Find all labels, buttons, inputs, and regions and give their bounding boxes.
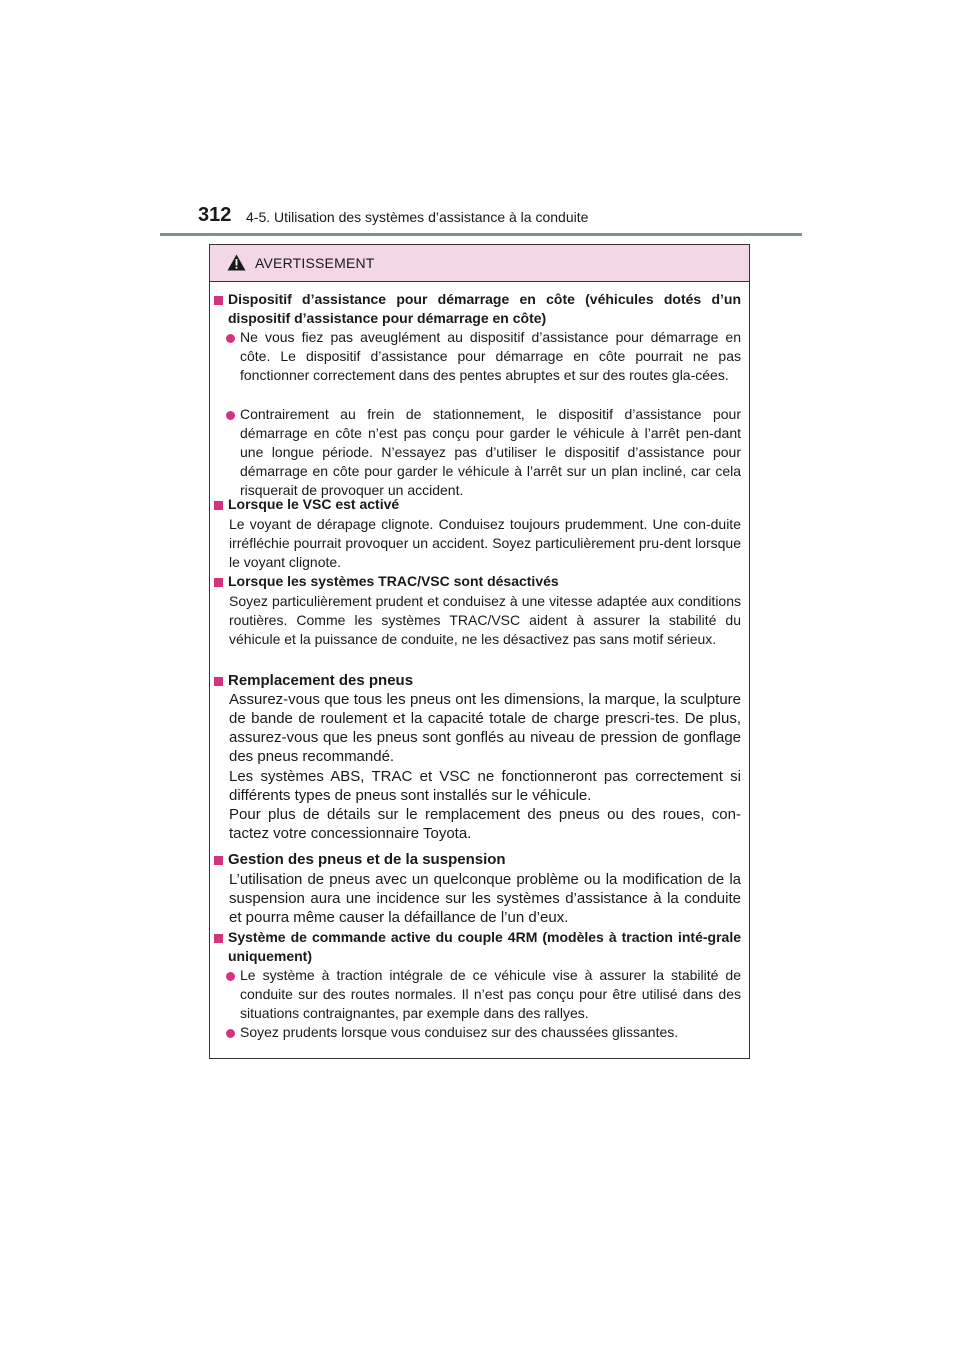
section-paragraph: Pour plus de détails sur le remplacement des pneus ou des roues, con-tactez votre concessionnaire Toyota. [229,806,741,842]
bullet-text: Le système à traction intégrale de ce véhicule vise à assurer la stabilité de conduite sur des routes normales. Il n’est pas conçu pour être utilisé dans des situations contraignantes, par exemple dans des rallyes. [240,967,741,1021]
bullet-marker [226,972,235,981]
header-divider [160,233,802,236]
section-heading: Lorsque les systèmes TRAC/VSC sont désactivés [228,573,559,589]
warning-header [210,245,749,282]
page-header [198,204,802,232]
section-paragraph: Le voyant de dérapage clignote. Conduisez toujours prudemment. Une con-duite irréfléchie pourrait provoquer un accident. Soyez particulièrement pru-dent lorsque le voyant clignote. [229,516,741,570]
section-marker [214,856,223,865]
bullet-marker [226,334,235,343]
section-marker [214,296,223,305]
page-number: 312 [198,204,232,226]
warning-title: AVERTISSEMENT [255,255,375,271]
section-heading: Système de commande active du couple 4RM (modèles à traction inté-grale uniquement) [228,929,741,964]
section-title: 4-5. Utilisation des systèmes d’assistance à la conduite [246,209,589,225]
warning-triangle-icon [227,254,246,271]
section-paragraph: Assurez-vous que tous les pneus ont les dimensions, la marque, la sculpture de bande de roulement et la capacité totale de charge prescri-tes. De plus, assurez-vous que les pneus sont gonflés au niveau de pression de gonflage des pneus recommandé. [229,691,741,765]
section-heading: Gestion des pneus et de la suspension [228,851,506,868]
bullet-text: Contrairement au frein de stationnement, le dispositif d’assistance pour démarrage en côte n’est pas conçu pour garder le véhicule à l’arrêt pen-dant une longue période. N’essayez pas d’utiliser le dispositif d’assistance pour démarrage en côte pour garder le véhicule à l’arrêt sur un plan incliné, car cela risquerait de provoquer un accident. [240,406,741,498]
section-heading: Remplacement des pneus [228,672,414,689]
section-paragraph: Soyez particulièrement prudent et conduisez à une vitesse adaptée aux conditions routières. Comme les systèmes TRAC/VSC aident à assurer la stabilité du véhicule et la puissance de conduite, ne les désactivez pas sans motif sérieux. [229,593,741,647]
section-marker [214,677,223,686]
section-heading: Lorsque le VSC est activé [228,496,400,512]
section-paragraph: Les systèmes ABS, TRAC et VSC ne fonctionneront pas correctement si différents types de pneus sont installés sur le véhicule. [229,768,741,804]
bullet-text: Soyez prudents lorsque vous conduisez sur des chaussées glissantes. [240,1024,679,1040]
section-marker [214,578,223,587]
section-marker [214,501,223,510]
bullet-marker [226,1029,235,1038]
section-paragraph: L’utilisation de pneus avec un quelconque problème ou la modification de la suspension aura une incidence sur les systèmes d’assistance à la conduite et pourra même causer la défaillance de l’un d’eux. [229,871,741,926]
warning-box [209,244,750,1059]
bullet-text: Ne vous fiez pas aveuglément au dispositif d’assistance pour démarrage en côte. Le dispositif d’assistance pour démarrage en côte pourrait ne pas fonctionner correctement dans des pentes abruptes et sur des routes gla-cées. [240,329,741,383]
bullet-marker [226,411,235,420]
section-heading: Dispositif d’assistance pour démarrage en côte (véhicules dotés d’un dispositif d’assistance pour démarrage en côte) [228,291,741,326]
section-marker [214,934,223,943]
